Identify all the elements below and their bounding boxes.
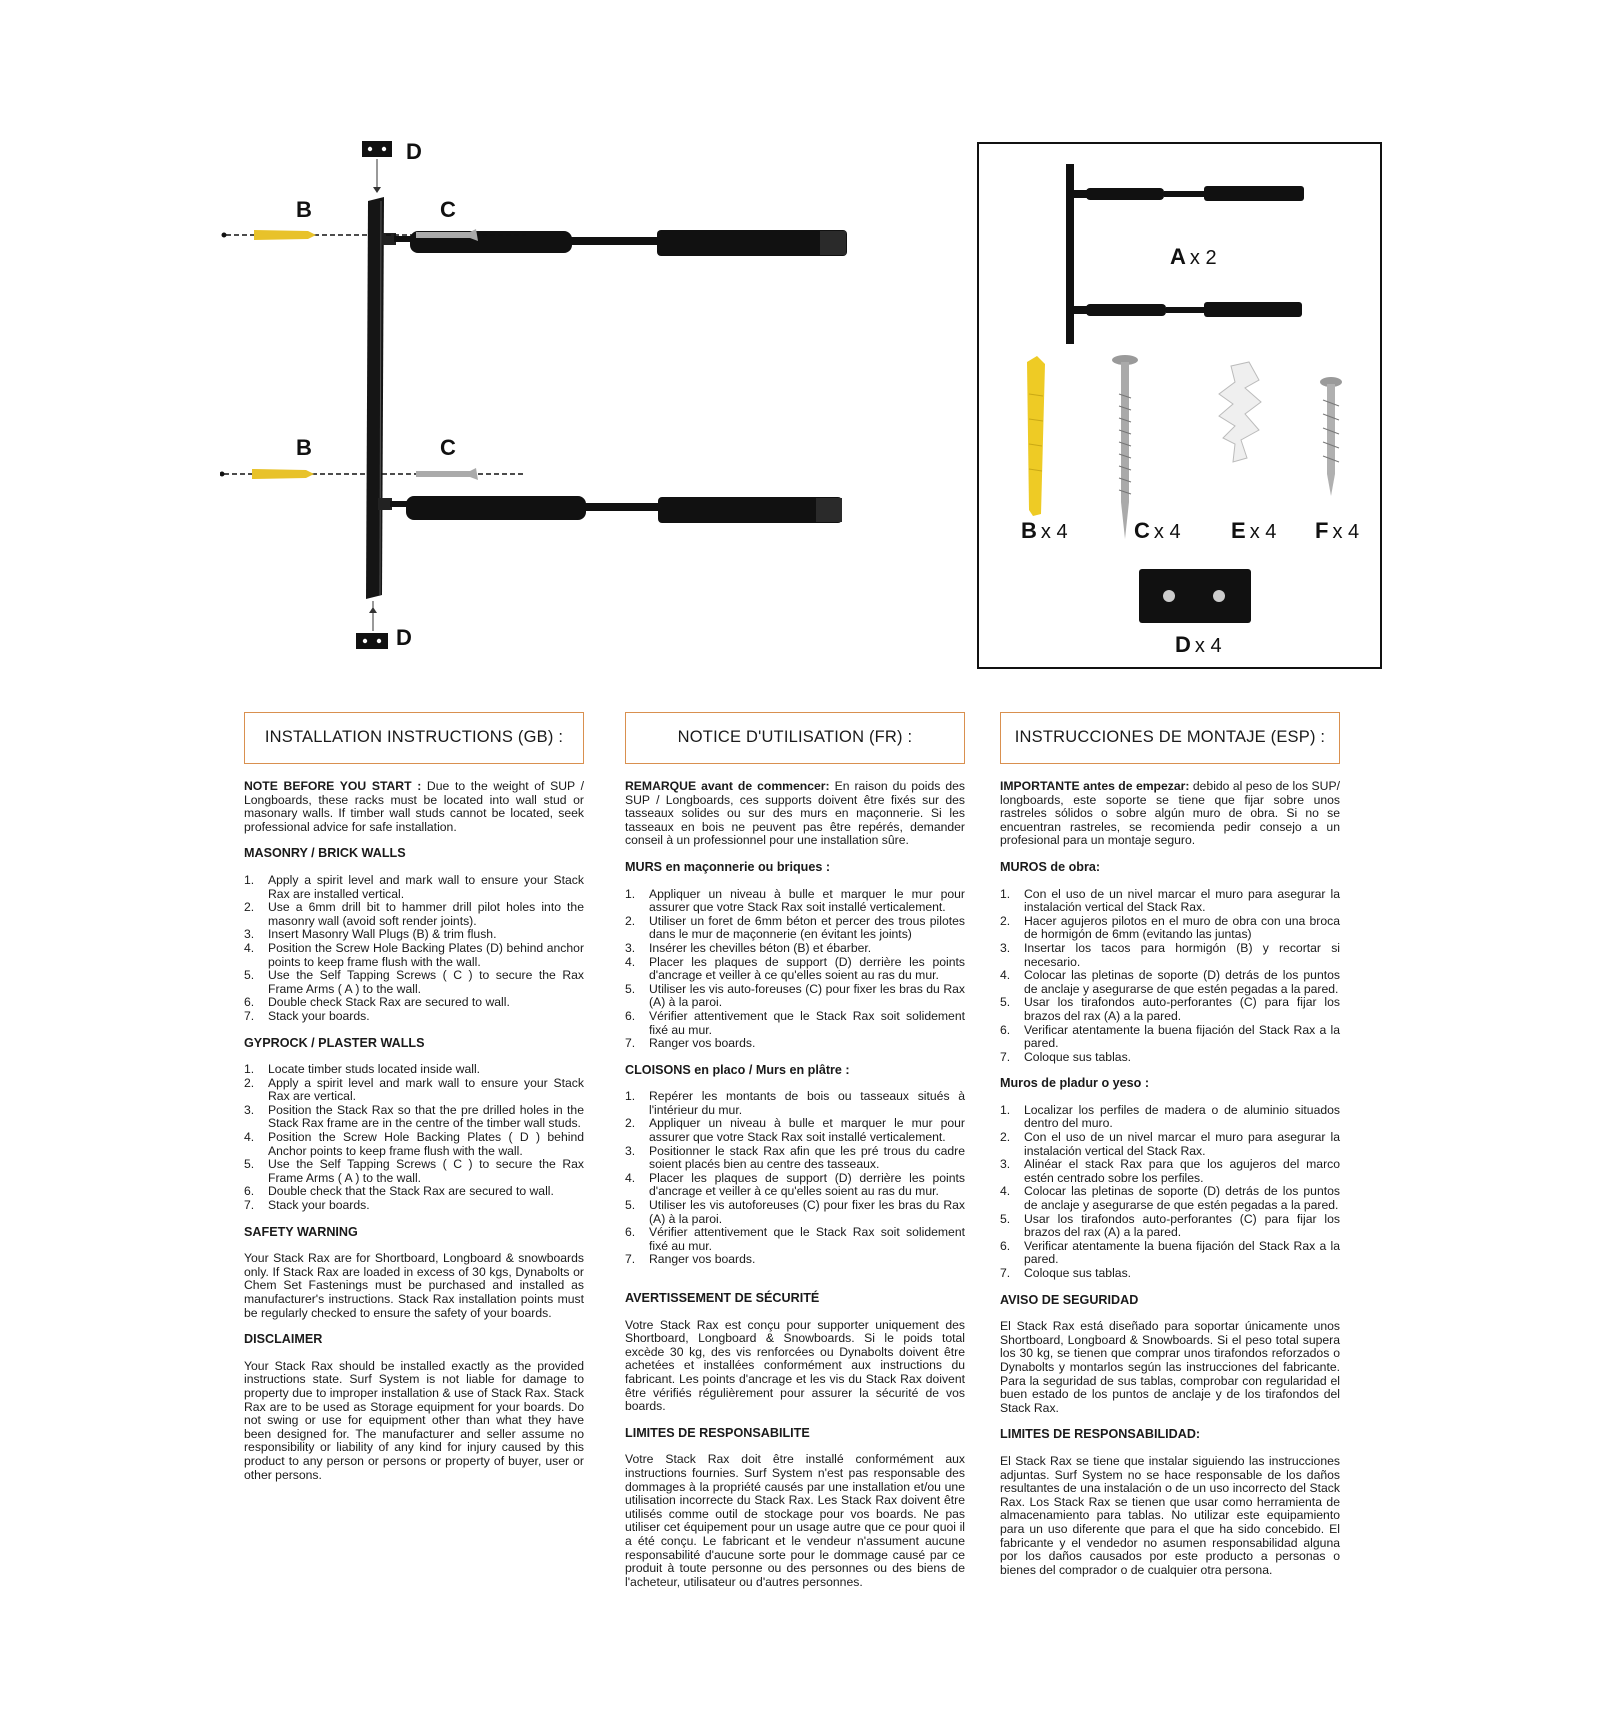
label-d-bottom: D bbox=[396, 625, 412, 650]
heading-fr-disclaimer: LIMITES DE RESPONSABILITE bbox=[625, 1425, 810, 1440]
intro-gb: NOTE BEFORE YOU START : Due to the weight of SUP / Longboards, these racks must be located into wall stud or masonary walls. If timber wall studs cannot be located, seek professional advice for safe installation. bbox=[244, 779, 584, 834]
backing-plate-top bbox=[362, 141, 392, 157]
list-gb-masonry bbox=[244, 874, 584, 1024]
arm-top-end bbox=[657, 230, 847, 256]
list-item: 3. Positionner le stack Rax afin que les pré trous du cadre soient placés bien au centre des tasseaux. bbox=[625, 1143, 965, 1172]
instructions-esp bbox=[1000, 712, 1340, 1590]
screw-bottom bbox=[416, 468, 478, 480]
text-gb-safety: Your Stack Rax are for Shortboard, Longboard & snowboards only. If Stack Rax are loaded in excess of 30 kgs, Dynabolts or Chem Set Fastenings must be purchased and installed as manufacturer's instructions. Stack Rax installation points must be regularly checked to ensure the safety of your boards. bbox=[244, 1251, 584, 1320]
heading-fr-gyprock: CLOISONS en placo / Murs en plâtre : bbox=[625, 1062, 850, 1077]
list-item: 6. Verificar atentamente la buena fijación del Stack Rax a la pared. bbox=[1000, 1022, 1340, 1051]
kit-label-a: A x 2 bbox=[1170, 244, 1217, 269]
kit-label-c: C x 4 bbox=[1134, 518, 1181, 543]
heading-esp-safety: AVISO DE SEGURIDAD bbox=[1000, 1292, 1139, 1307]
kit-label-e: E x 4 bbox=[1231, 518, 1277, 543]
list-item: 4. Placer les plaques de support (D) derrière les points d'ancrage et veiller à ce qu'elles soient au ras du mur. bbox=[625, 1170, 965, 1199]
list-item: 2. Use a 6mm drill bit to hammer drill pilot holes into the masonry wall (avoid soft render joints). bbox=[244, 900, 584, 928]
text-gb-disclaimer: Your Stack Rax should be installed exactly as the provided instructions state. Surf System is not liable for damage to property due to improper installation & use of Stack Rax. Stack Rax are to be used as Storage equipment for your boards. Do not swing or use for equipment other than what they have been designed for. The manufacturer and seller assume no responsibility or liability of any kind for injury caused by this product to any person or persons or property of buyer, user or other persons. bbox=[244, 1358, 584, 1482]
list-item: 7. Ranger vos boards. bbox=[625, 1036, 756, 1051]
text-esp-disclaimer: El Stack Rax se tiene que instalar siguiendo las instrucciones adjuntas. Surf System no se hace responsable de los daños resultantes de una instalación o de un uso incorrecto del Stack Rax. Los Stack Rax se tienen que usar como herramienta de almacenamiento para tablas. No utilizar este equipamiento para un uso diferente que para el que ha sido concebido. El fabricante y el vendedor no asumen responsabilidad alguna por los daños causados por este producto a personas o bienes del comprador o de cualquier otra persona. bbox=[1000, 1453, 1340, 1577]
intro-esp: IMPORTANTE antes de empezar: debido al peso de los SUP/ longboards, este soporte se tiene que fijar sobre unos rastreles sólidos o sobre algún muro de obra. Si no se encuentran rastreles, se recomienda pedir consejo a un profesional para un montaje seguro. bbox=[1000, 779, 1340, 848]
list-item: 1. Apply a spirit level and mark wall to ensure your Stack Rax are installed vertical. bbox=[244, 872, 584, 901]
list-item: 5. Usar los tirafondos auto-perforantes (C) para fijar los brazos del rax (A) a la pared. bbox=[1000, 1211, 1340, 1240]
arm-bottom-end bbox=[658, 497, 842, 523]
heading-gb-gyprock: GYPROCK / PLASTER WALLS bbox=[244, 1035, 425, 1050]
list-item: 4. Position the Screw Hole Backing Plates (D) behind anchor points to keep frame flush with the wall. bbox=[244, 940, 584, 969]
assembly-diagram bbox=[220, 135, 940, 655]
label-c-bottom: C bbox=[440, 435, 456, 460]
label-arm: A bbox=[758, 256, 774, 281]
list-item: 2. Con el uso de un nivel marcar el muro para asegurar la instalación vertical del Stack Rax. bbox=[1000, 1130, 1340, 1158]
assembly-illustration bbox=[220, 135, 940, 655]
list-item: 3. Insérer les chevilles béton (B) et ébarber. bbox=[625, 940, 872, 955]
list-item: 5. Usar los tirafondos auto-perforantes (C) para fijar los brazos del rax (A) a la pared. bbox=[1000, 995, 1340, 1023]
list-item: 2. Utiliser un foret de 6mm béton et percer des trous pilotes dans le mur de maçonnerie (en évitant les joints) bbox=[625, 913, 965, 942]
text-fr-disclaimer: Votre Stack Rax doit être installé conformément aux instructions fournies. Surf System n'est pas responsable des dommages à la propriété causés par une installation et/ou une utilisation incorrecte du Stack Rax. Les Stack Rax doivent être utilisés comme outil de stockage pour vos boards. Ne pas utiliser cet équipement pour un usage autre que ce pour quoi il a été conçu. Le fabricant et le vendeur n'assument aucune responsabilité d'aucune sorte pour le dommage causé par ce produit à toute personne ou des personnes ou des biens de l'acheteur, utilisateur ou d'autres personnes. bbox=[625, 1452, 965, 1589]
kit-frame bbox=[1066, 164, 1074, 344]
list-item: 2. Apply a spirit level and mark wall to ensure your Stack Rax are vertical. bbox=[244, 1075, 584, 1104]
kit-plaster-anchor bbox=[1219, 362, 1261, 462]
list-fr-masonry bbox=[625, 888, 965, 1051]
list-item: 6. Verificar atentamente la buena fijación del Stack Rax a la pared. bbox=[1000, 1238, 1340, 1267]
kit-wall-plug bbox=[1027, 356, 1045, 516]
label-b-top: B bbox=[296, 197, 312, 222]
list-item: 4. Colocar las pletinas de soporte (D) detrás de los puntos de anclaje y asegurarse de que estén pegadas a la pared. bbox=[1000, 1184, 1340, 1213]
kit-label-b: B x 4 bbox=[1021, 518, 1068, 543]
text-fr-safety: Votre Stack Rax est conçu pour supporter uniquement des Shortboard, Longboard & Snowboards. Si le poids total excède 30 kg, des vis renforcées ou Dynabolts doivent être achetées et installées conformément aux instructions du fabricant. Les points d'ancrage et les vis du Stack Rax doivent être vérifiés régulièrement pour assurer la sécurité de vos boards. bbox=[625, 1317, 965, 1414]
instructions-fr bbox=[625, 712, 965, 1602]
label-c-top: C bbox=[440, 197, 456, 222]
kit-label-d: D x 4 bbox=[1175, 632, 1222, 657]
list-gb-gyprock bbox=[244, 1063, 584, 1213]
heading-esp-masonry: MUROS de obra: bbox=[1000, 859, 1101, 874]
kit-backing-plate bbox=[1139, 569, 1251, 623]
list-item: 1. Appliquer un niveau à bulle et marquer le mur pour assurer que votre Stack Rax soit installé verticalement. bbox=[625, 886, 965, 915]
title-fr: NOTICE D'UTILISATION (FR) : bbox=[625, 712, 965, 764]
instructions-gb bbox=[244, 712, 584, 1495]
heading-gb-masonry: MASONRY / BRICK WALLS bbox=[244, 846, 406, 861]
heading-gb-safety: SAFETY WARNING bbox=[244, 1224, 358, 1239]
list-item: 4. Placer les plaques de support (D) derrière les points d'ancrage et veiller à ce qu'elles soient au ras du mur. bbox=[625, 954, 965, 983]
list-item: 1. Localizar los perfiles de madera o de aluminio situados dentro del muro. bbox=[1000, 1102, 1340, 1131]
heading-fr-safety: AVERTISSEMENT DE SÉCURITÉ bbox=[625, 1291, 820, 1305]
list-item: 6. Vérifier attentivement que le Stack Rax soit solidement fixé au mur. bbox=[625, 1008, 965, 1037]
list-item: 3. Insertar los tacos para hormigón (B) y recortar si necesario. bbox=[1000, 940, 1340, 969]
list-item: 1. Locate timber studs located inside wall. bbox=[244, 1062, 481, 1077]
list-item: 1. Repérer les montants de bois ou tasseaux situés à l'intérieur du mur. bbox=[625, 1089, 965, 1117]
list-item: 7. Stack your boards. bbox=[244, 1198, 370, 1213]
heading-gb-disclaimer: DISCLAIMER bbox=[244, 1332, 323, 1347]
kit-label-f: F x 4 bbox=[1315, 518, 1360, 543]
list-item: 3. Position the Stack Rax so that the pre drilled holes in the Stack Rax frame are in the centre of the timber wall studs. bbox=[244, 1102, 584, 1131]
list-item: 7. Stack your boards. bbox=[244, 1008, 370, 1023]
text-esp-safety: El Stack Rax está diseñado para soportar únicamente unos Shortboard, Longboard & Snowboards. Si el peso total supera los 30 kg, se tienen que comprar unos tirafondos reforzados o Dynabolts y montarlos según las instrucciones del fabricante. Para la seguridad de sus tablas, comprobar con regularidad el buen estado de los puntos de anclaje y de los tirafondos del Stack Rax. bbox=[1000, 1319, 1340, 1415]
list-item: 4. Position the Screw Hole Backing Plates ( D ) behind Anchor points to keep frame flush with the wall. bbox=[244, 1130, 584, 1158]
list-esp-gyprock bbox=[1000, 1104, 1340, 1281]
wall-plug-bottom bbox=[252, 469, 314, 479]
heading-esp-disclaimer: LIMITES DE RESPONSABILIDAD: bbox=[1000, 1427, 1201, 1442]
list-item: 2. Hacer agujeros pilotos en el muro de obra con una broca de hormigón de 6mm (evitando las juntas) bbox=[1000, 913, 1340, 942]
kit-illustration bbox=[979, 144, 1380, 667]
list-item: 2. Appliquer un niveau à bulle et marquer le mur pour assurer que votre Stack Rax soit installé verticalement. bbox=[625, 1116, 965, 1145]
list-esp-masonry bbox=[1000, 888, 1340, 1065]
title-gb: INSTALLATION INSTRUCTIONS (GB) : bbox=[244, 712, 584, 764]
label-b-bottom: B bbox=[296, 435, 312, 460]
list-item: 4. Colocar las pletinas de soporte (D) detrás de los puntos de anclaje y asegurarse de que estén pegadas a la pared. bbox=[1000, 968, 1340, 996]
backing-plate-bottom bbox=[356, 633, 388, 649]
list-item: 5. Utiliser les vis autoforeuses (C) pour fixer les bras du Rax (A) à la paroi. bbox=[625, 1198, 965, 1226]
title-esp: INSTRUCCIONES DE MONTAJE (ESP) : bbox=[1000, 712, 1340, 764]
list-item: 7. Coloque sus tablas. bbox=[1000, 1049, 1132, 1064]
list-fr-gyprock bbox=[625, 1090, 965, 1267]
list-item: 1. Con el uso de un nivel marcar el muro para asegurar la instalación vertical del Stack Rax. bbox=[1000, 886, 1340, 915]
list-item: 6. Vérifier attentivement que le Stack Rax soit solidement fixé au mur. bbox=[625, 1225, 965, 1253]
heading-fr-masonry: MURS en maçonnerie ou briques : bbox=[625, 859, 831, 874]
kit-contents-box bbox=[977, 142, 1382, 669]
list-item: 6. Double check that the Stack Rax are secured to wall. bbox=[244, 1184, 554, 1199]
list-item: 5. Use the Self Tapping Screws ( C ) to secure the Rax Frame Arms ( A ) to the wall. bbox=[244, 1157, 584, 1185]
list-item: 7. Ranger vos boards. bbox=[625, 1252, 756, 1267]
label-d-top: D bbox=[406, 139, 422, 164]
list-item: 3. Insert Masonry Wall Plugs (B) & trim flush. bbox=[244, 927, 497, 942]
intro-fr: REMARQUE avant de commencer: En raison du poids des SUP / Longboards, ces supports doivent être fixés sur des tasseaux solides ou sur des murs en maçonnerie. Si les tasseaux en bois ne peuvent pas être repérés, demander conseil à un professionnel pour une installation sûre. bbox=[625, 779, 966, 848]
arm-bottom-foam bbox=[406, 496, 586, 520]
wall-plug-top bbox=[254, 230, 316, 240]
list-item: 5. Use the Self Tapping Screws ( C ) to secure the Rax Frame Arms ( A ) to the wall. bbox=[244, 968, 584, 996]
list-item: 3. Alinéar el stack Rax para que los agujeros del marco estén centrado sobre los perfiles. bbox=[1000, 1157, 1340, 1185]
list-item: 6. Double check Stack Rax are secured to wall. bbox=[244, 995, 510, 1010]
list-item: 7. Coloque sus tablas. bbox=[1000, 1266, 1132, 1280]
heading-esp-gyprock: Muros de pladur o yeso : bbox=[1000, 1076, 1150, 1091]
list-item: 5. Utiliser les vis auto-foreuses (C) pour fixer les bras du Rax (A) à la paroi. bbox=[625, 981, 965, 1010]
